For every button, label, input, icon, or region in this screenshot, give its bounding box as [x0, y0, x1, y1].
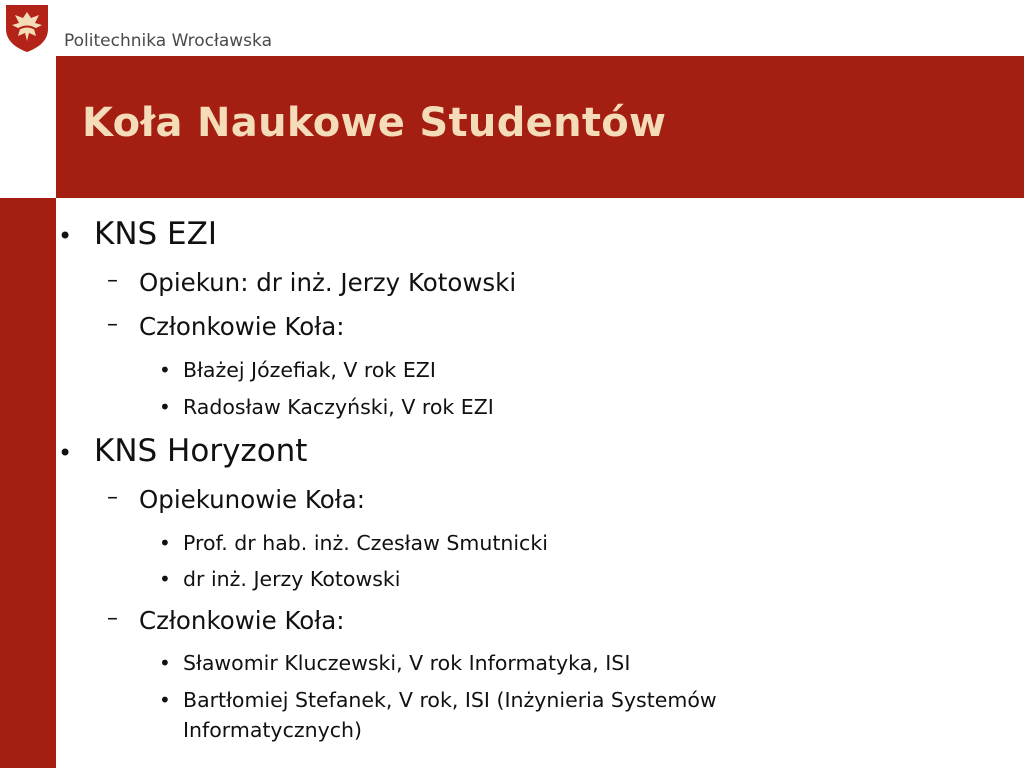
sub-sub-item [159, 531, 548, 555]
bullet-marker: • [159, 395, 171, 419]
slide-content [56, 0, 1024, 768]
sub-sub-item-text: Bartłomiej Stefanek, V rok, ISI (Inżynieria Systemów [183, 688, 717, 712]
sub-sub-item [159, 567, 401, 591]
slide-title: Koła Naukowe Studentów [82, 100, 667, 146]
bullet-marker: • [159, 531, 171, 555]
bullet-marker: • [58, 439, 73, 467]
bullet-item [58, 433, 308, 469]
sub-sub-item-text: Prof. dr hab. inż. Czesław Smutnicki [183, 531, 548, 555]
sub-item-text: Opiekun: dr inż. Jerzy Kotowski [139, 268, 517, 297]
sub-sub-item-text: Informatycznych) [183, 718, 362, 742]
sub-item [107, 485, 365, 514]
sub-sub-item [159, 688, 717, 712]
dash-marker: – [107, 485, 118, 510]
university-eagle-crest-icon [4, 3, 50, 53]
sub-sub-item [159, 395, 494, 419]
sub-item-text: Członkowie Koła: [139, 606, 345, 635]
sub-sub-item-continuation [183, 718, 362, 742]
dash-marker: – [107, 312, 118, 337]
dash-marker: – [107, 268, 118, 293]
bullet-marker: • [159, 688, 171, 712]
sub-item [107, 268, 517, 297]
sub-item-text: Członkowie Koła: [139, 312, 345, 341]
sub-item [107, 606, 345, 635]
left-accent-bar [0, 198, 56, 768]
sub-sub-item-text: Sławomir Kluczewski, V rok Informatyka, ISI [183, 651, 631, 675]
bullet-text: KNS Horyzont [94, 433, 308, 469]
dash-marker: – [107, 606, 118, 631]
sub-sub-item [159, 358, 436, 382]
bullet-marker: • [159, 567, 171, 591]
bullet-item [58, 216, 218, 252]
sub-sub-item-text: Radosław Kaczyński, V rok EZI [183, 395, 494, 419]
bullet-text: KNS EZI [94, 216, 218, 252]
university-name: Politechnika Wrocławska [64, 31, 272, 51]
sub-sub-item [159, 651, 631, 675]
sub-sub-item-text: dr inż. Jerzy Kotowski [183, 567, 401, 591]
sub-sub-item-text: Błażej Józefiak, V rok EZI [183, 358, 436, 382]
sub-item-text: Opiekunowie Koła: [139, 485, 365, 514]
bullet-marker: • [159, 358, 171, 382]
sub-item [107, 312, 345, 341]
bullet-marker: • [159, 651, 171, 675]
bullet-marker: • [58, 222, 73, 250]
